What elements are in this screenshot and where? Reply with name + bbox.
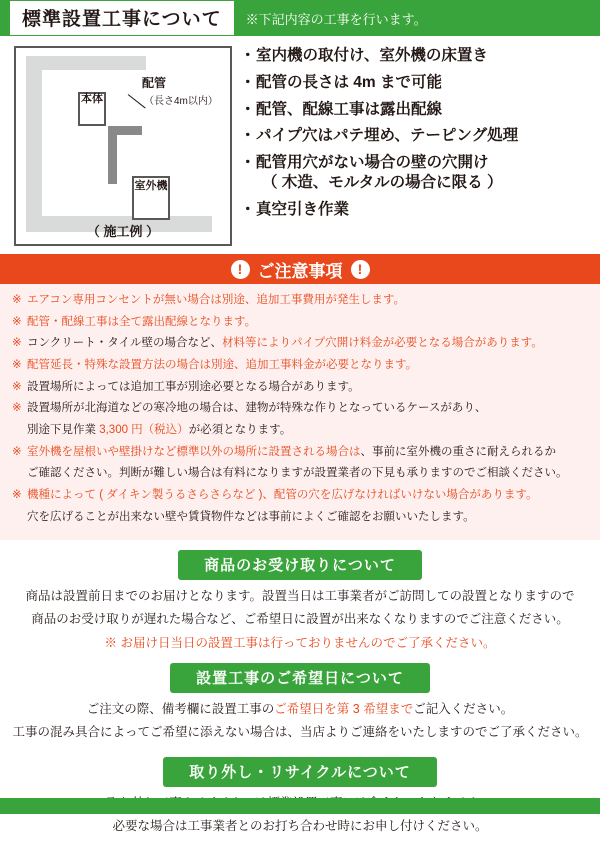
diagram-caption: （ 施工例 ） <box>86 224 160 239</box>
scope-bullet-text: 室内機の取付け、室外機の床置き <box>256 47 488 64</box>
caution-band-title: ご注意事項 <box>257 261 343 281</box>
scope-bullet-text: 真空引き作業 <box>256 200 350 218</box>
scope-bullet-text: 配管の長さは 4m まで可能 <box>256 73 443 91</box>
caution-text-segment: が必須となります。 <box>188 424 292 437</box>
schedule-text-segment: ご注文の際、備考欄に設置工事の <box>86 701 275 716</box>
caution-text-segment: 、事前に室外機の重さに耐えられるか <box>360 445 556 458</box>
caution-text-segment: 別途下見作業 <box>27 424 100 437</box>
caution-band <box>0 254 600 284</box>
section-schedule <box>0 653 600 748</box>
section-schedule-title: 設置工事のご希望日について <box>170 663 430 693</box>
caution-list-item <box>12 379 588 396</box>
diagram-pipe-length-label: （長さ4m以内） <box>144 96 218 107</box>
section-delivery-warning: ※ お届け日当日の設置工事は行っておりませんのでご了承ください。 <box>12 633 588 651</box>
caution-text-segment: 設置場所が北海道などの寒冷地の場合は、建物が特殊な作りとなっているケースがあり、 <box>27 402 487 415</box>
caution-list-item <box>12 422 588 439</box>
caution-list-item <box>12 465 588 482</box>
diagram-ceiling <box>26 56 146 70</box>
caution-text-segment: コンクリート・タイル壁の場合など、 <box>27 337 223 350</box>
scope-bullet-text: 配管用穴がない場合の壁の穴開け <box>256 154 489 172</box>
diagram-wall-vertical <box>26 56 42 232</box>
caution-list-item <box>12 509 588 526</box>
section-recycle-title: 取り外し・リサイクルについて <box>163 757 437 787</box>
caution-list-item <box>12 335 588 352</box>
caution-text-segment: 配管・配線工事は全て露出配線となります。 <box>27 315 257 328</box>
scope-bullet-item <box>242 46 592 66</box>
caution-list-item <box>12 487 588 504</box>
scope-bullet-item <box>242 100 592 120</box>
caution-text-segment: 機種によって ( ダイキン製うるさらさらなど )、配管の穴を広げなければいけない場合があります。 <box>27 489 538 502</box>
footer-bar <box>0 798 600 814</box>
schedule-text-segment: 工事の混み具合によってご希望に添えない場合は、当店よりご連絡をいたしますのでご了承ください。 <box>12 724 588 739</box>
diagram-indoor-unit-label: 本体 <box>81 93 103 105</box>
caution-list <box>0 284 600 540</box>
section-recycle-line-2: 必要な場合は工事業者とのお打ち合わせ時にお申し付けください。 <box>112 819 488 834</box>
scope-bullet-item <box>242 200 592 220</box>
section-delivery-line-1: 商品は設置前日までのお届けとなります。設置当日は工事業者がご訪問しての設置となりますので <box>25 589 575 604</box>
caution-text-segment: 3,300 円（税込） <box>99 424 189 437</box>
diagram-leader-line <box>128 94 146 108</box>
diagram-pipe-vertical <box>108 126 117 184</box>
section-schedule-line-1 <box>12 700 588 719</box>
section-delivery-title: 商品のお受け取りについて <box>178 550 422 580</box>
caution-text-segment: 穴を広げることが出来ない壁や賃貸物件などは事前によくご確認をお願いいたします。 <box>27 510 475 523</box>
caution-text-segment: 設置場所によっては追加工事が別途必要となる場合があります。 <box>27 380 360 393</box>
section-schedule-line-2 <box>12 723 588 742</box>
section-delivery <box>0 540 600 653</box>
header-note: ※下記内容の工事を行います。 <box>245 11 427 27</box>
diagram-pipe-label: 配管 <box>142 76 167 90</box>
section-recycle <box>0 747 600 842</box>
page-title: 標準設置工事について <box>10 1 234 35</box>
caution-text-segment: エアコン専用コンセントが無い場合は別途、追加工事費用が発生します。 <box>27 294 406 306</box>
caution-list-item <box>12 314 588 331</box>
scope-bullet-list <box>242 46 592 246</box>
caution-text-segment: 配管延長・特殊な設置方法の場合は別途、追加工事料金が必要となります。 <box>27 359 418 372</box>
diagram-outdoor-unit-label: 室外機 <box>134 180 168 192</box>
scope-bullet-item <box>242 73 592 93</box>
caution-list-item <box>12 292 588 309</box>
scope-bullet-subtext: （ 木造、モルタルの場合に限る ） <box>262 174 503 192</box>
schedule-text-segment: ご記入ください。 <box>413 701 514 716</box>
schedule-text-segment: ご希望日を第 3 希望まで <box>274 701 414 716</box>
caution-list-item <box>12 357 588 374</box>
scope-bullet-item <box>242 126 592 146</box>
caution-list-item <box>12 400 588 417</box>
exclamation-icon-right: ! <box>351 260 370 279</box>
caution-text-segment: 材料等によりパイプ穴開け料金が必要となる場合があります。 <box>222 337 543 350</box>
exclamation-icon-left: ! <box>231 260 250 279</box>
scope-bullet-text: パイプ穴はパテ埋め、テーピング処理 <box>256 127 519 145</box>
scope-bullet-item <box>242 153 592 193</box>
scope-bullet-text: 配管、配線工事は露出配線 <box>256 100 443 118</box>
hero-section <box>0 36 600 252</box>
section-delivery-line-2: 商品のお受け取りが遅れた場合など、ご希望日に設置が出来なくなりますのでご注意ください。 <box>31 612 569 627</box>
caution-text-segment: ご確認ください。判断が難しい場合は有料になりますが設置業者の下見も承りますのでご相談ください。 <box>27 467 568 480</box>
page-header <box>0 0 600 36</box>
caution-text-segment: 室外機を屋根いや壁掛けなど標準以外の場所に設置される場合は <box>27 445 361 458</box>
caution-list-item <box>12 444 588 461</box>
installation-diagram <box>14 46 232 246</box>
